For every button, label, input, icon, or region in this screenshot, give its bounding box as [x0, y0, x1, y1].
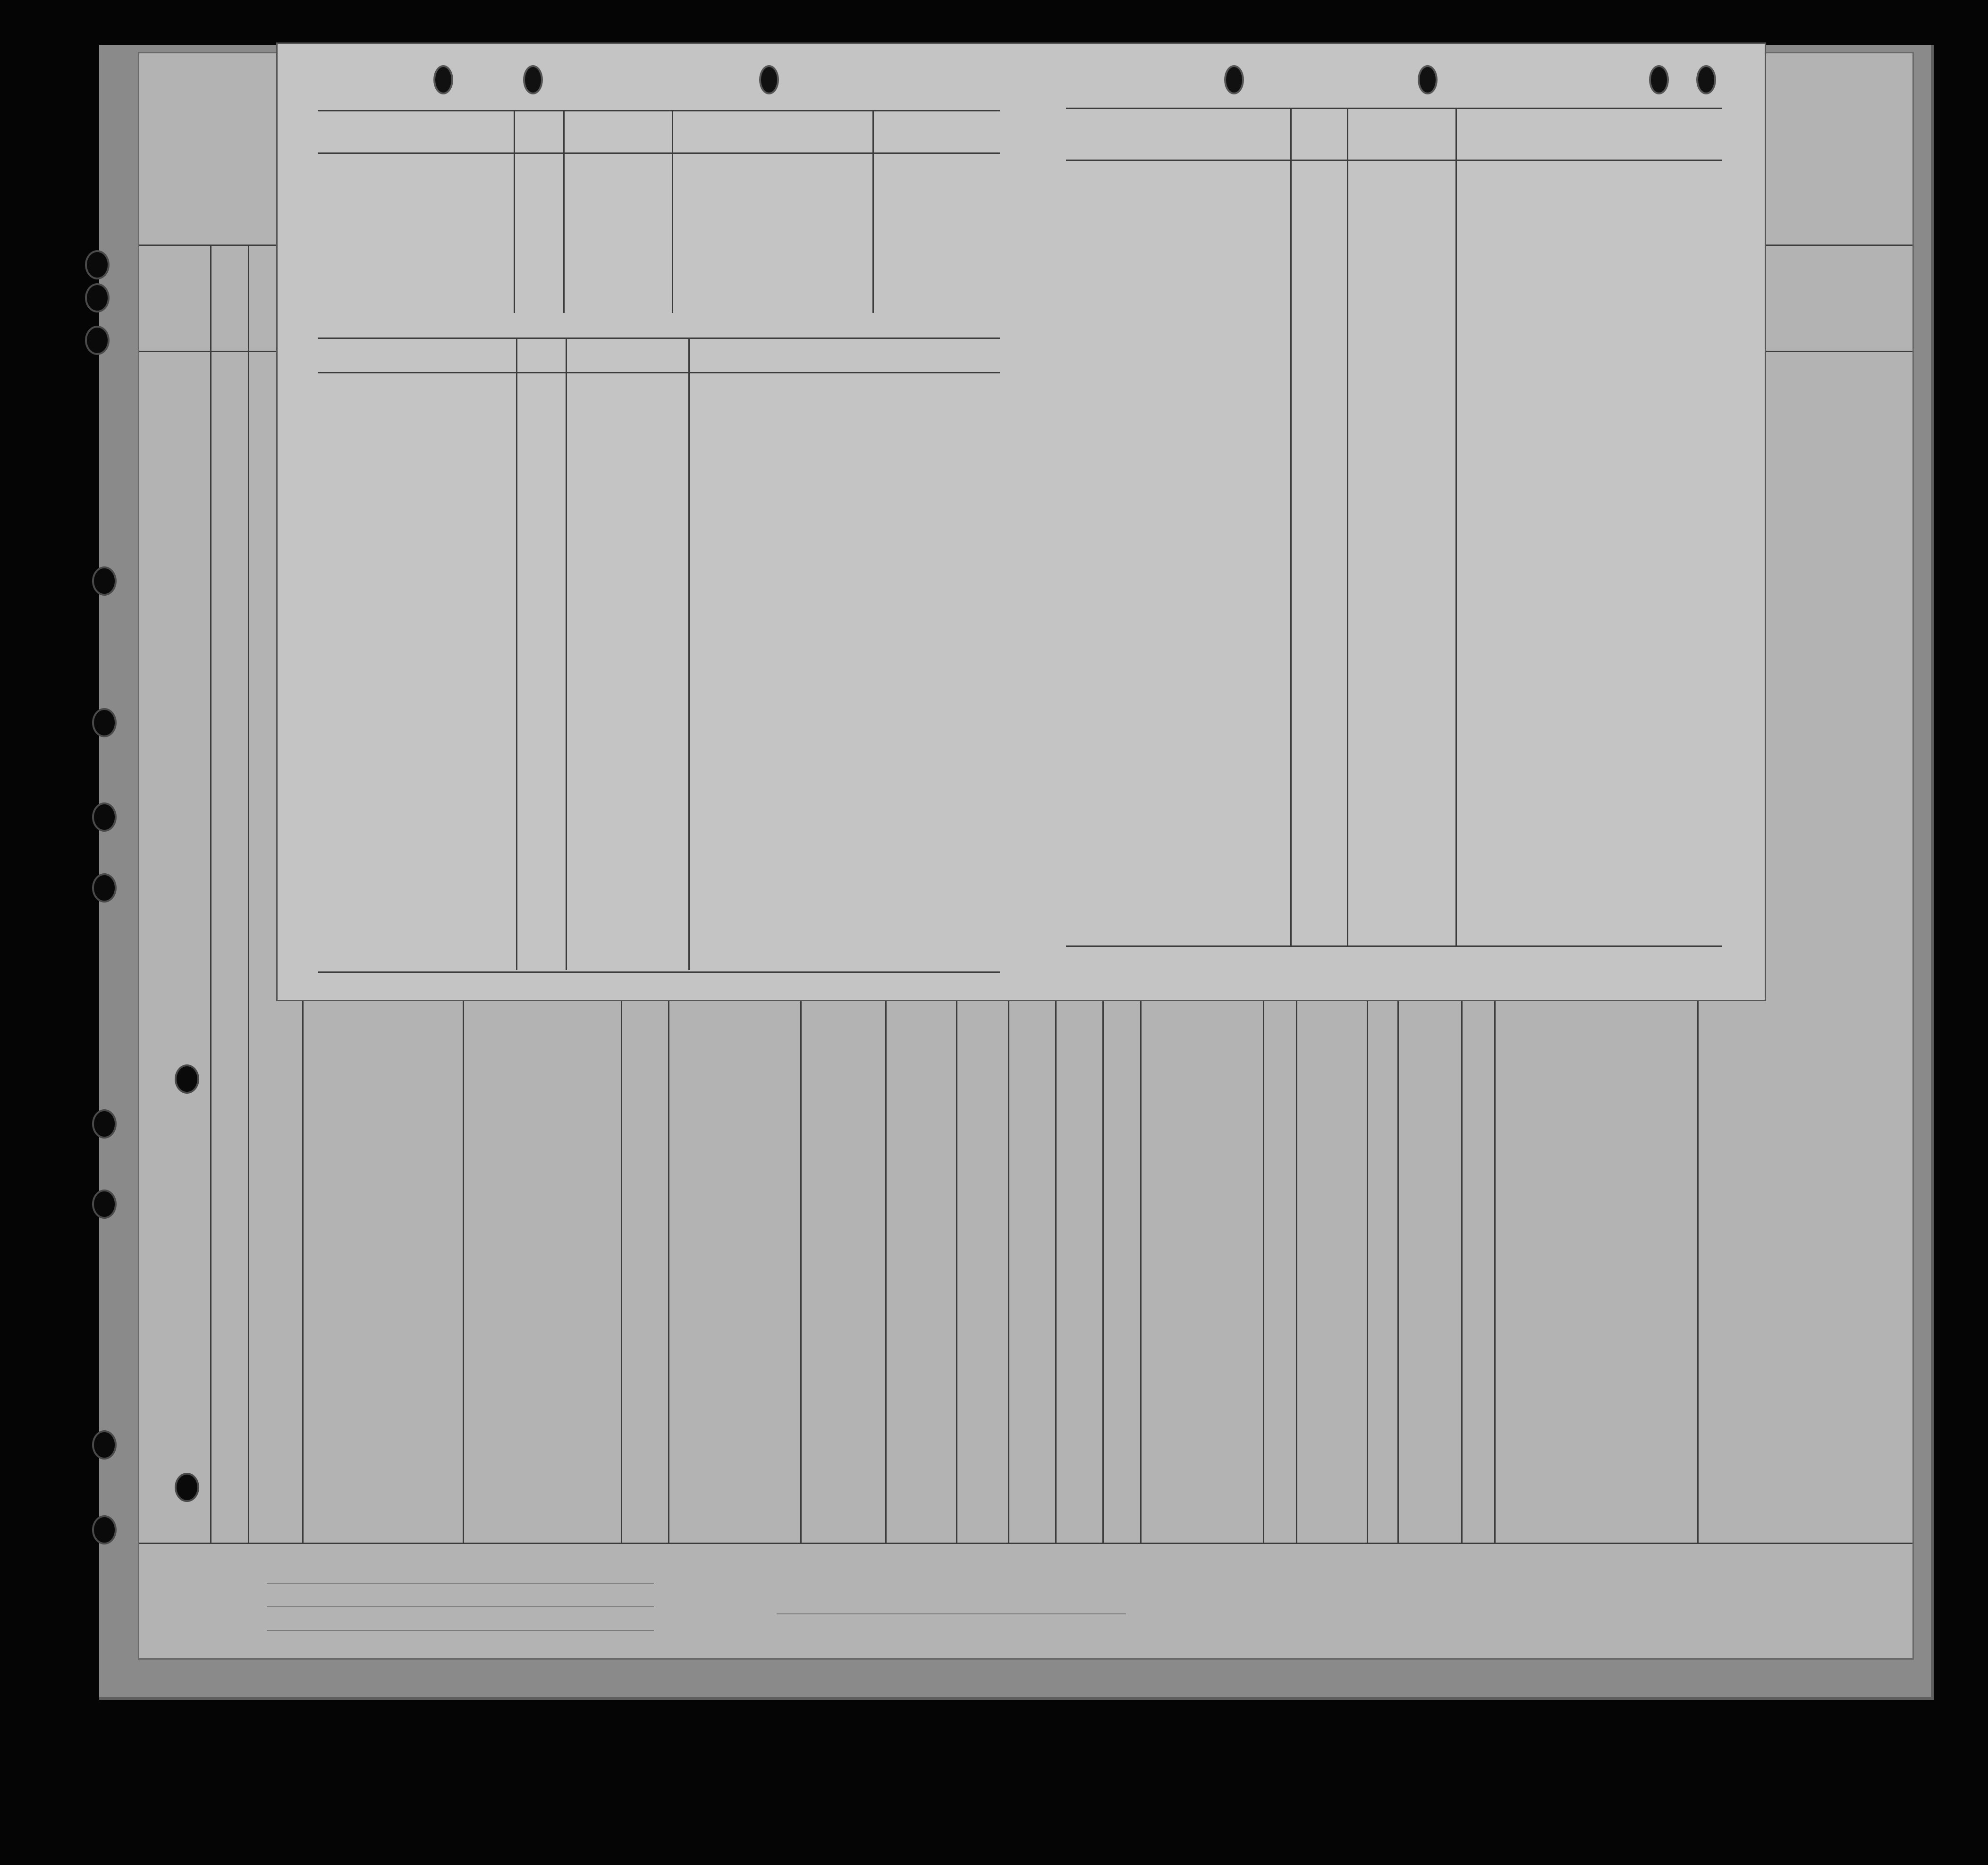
binder-hole [92, 802, 117, 832]
binder-hole [92, 1430, 117, 1460]
col-divider-10 [1008, 997, 1009, 1543]
cont-top-rule [1066, 108, 1722, 109]
binder-hole [92, 1109, 117, 1139]
discharged-seamen-continued-table [1066, 89, 1722, 993]
punch-hole [523, 65, 543, 94]
cont-divider [1347, 108, 1348, 945]
agents-underline [267, 1630, 654, 1631]
binder-hole [92, 566, 117, 596]
col-divider-1 [210, 245, 211, 1543]
col-divider-3 [302, 997, 304, 1543]
inspector-line [777, 1613, 1126, 1614]
hospital-header-rule [318, 152, 1000, 154]
discharged-bottom-rule [318, 971, 1000, 973]
col-divider-9 [956, 997, 957, 1543]
hospital-divider [672, 110, 673, 313]
punch-hole [433, 65, 453, 94]
cont-divider [1290, 108, 1292, 945]
col-divider-18 [1461, 997, 1463, 1543]
cont-divider [1455, 108, 1457, 945]
col-divider-17 [1397, 997, 1399, 1543]
col-divider-5 [621, 997, 622, 1543]
discharged-divider [516, 338, 517, 970]
line-underline [267, 1583, 654, 1584]
hospital-divider [514, 110, 515, 313]
hospital-top-rule [318, 110, 1000, 111]
punch-hole [759, 65, 779, 94]
owners-underline [267, 1606, 654, 1607]
col-divider-14 [1263, 997, 1264, 1543]
hospital-divider [872, 110, 874, 313]
discharged-divider [688, 338, 690, 970]
discharged-seamen-table [318, 322, 1000, 993]
cont-header-rule [1066, 160, 1722, 161]
col-divider-6 [668, 997, 669, 1543]
col-divider-15 [1296, 997, 1297, 1543]
binder-hole [92, 1190, 117, 1219]
table-bottom-rule [139, 1543, 1912, 1544]
binder-hole [85, 326, 110, 355]
seamen-left-in-hospital-table [318, 91, 1000, 313]
col-divider-11 [1055, 997, 1057, 1543]
binder-hole [175, 1473, 199, 1502]
binder-hole [175, 1064, 199, 1094]
binder-hole [92, 873, 117, 903]
discharged-divider [566, 338, 567, 970]
binder-hole [85, 283, 110, 312]
col-divider-20 [1697, 997, 1699, 1543]
col-divider-13 [1140, 997, 1142, 1543]
binder-hole [92, 708, 117, 737]
hospital-divider [563, 110, 565, 313]
col-divider-8 [885, 997, 887, 1543]
col-divider-2 [248, 245, 249, 1543]
col-divider-19 [1494, 997, 1496, 1543]
statement-of-master-sheet [276, 42, 1766, 1001]
binder-hole [92, 1515, 117, 1544]
binder-hole [85, 250, 110, 279]
col-divider-7 [800, 997, 802, 1543]
cont-bottom-rule [1066, 945, 1722, 947]
col-divider-16 [1367, 997, 1368, 1543]
col-divider-12 [1102, 997, 1104, 1543]
col-divider-4 [463, 997, 464, 1543]
discharged-top-rule [318, 338, 1000, 339]
discharged-header-rule [318, 372, 1000, 373]
